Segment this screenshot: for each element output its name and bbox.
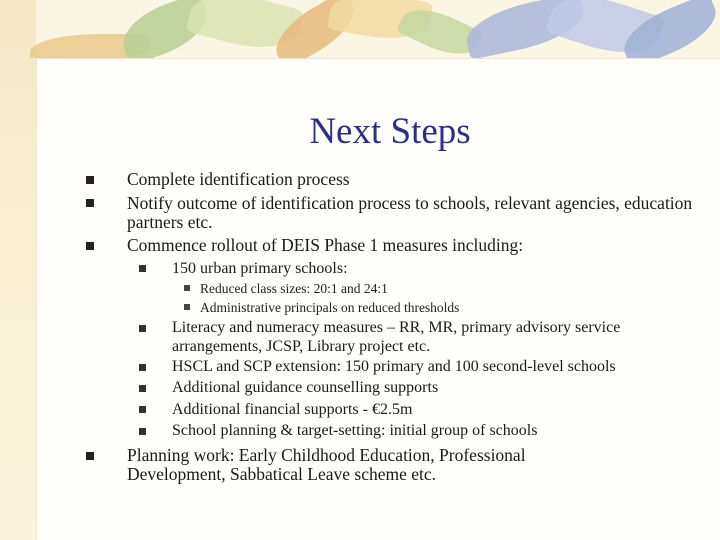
square-bullet-icon bbox=[139, 364, 146, 371]
square-bullet-icon bbox=[139, 428, 146, 435]
square-bullet-icon bbox=[139, 385, 146, 392]
square-bullet-icon bbox=[184, 285, 190, 291]
square-bullet-icon bbox=[86, 199, 94, 207]
sub-bullet-text: 150 urban primary schools: bbox=[172, 260, 348, 277]
sub-sub-bullet-text: Administrative principals on reduced thresholds bbox=[200, 300, 460, 315]
bullet-text: Commence rollout of DEIS Phase 1 measures including: bbox=[127, 235, 524, 255]
square-bullet-icon bbox=[139, 265, 146, 272]
sub-sub-bullet-text: Reduced class sizes: 20:1 and 24:1 bbox=[200, 281, 388, 296]
sub-bullet-text: Literacy and numeracy measures – RR, MR, primary advisory service arrangements, JCSP, Library project etc. bbox=[172, 319, 621, 355]
slide-title: Next Steps bbox=[309, 111, 471, 152]
sub-bullet-text: Additional financial supports - €2.5m bbox=[172, 401, 413, 418]
background-left-band bbox=[0, 0, 36, 540]
square-bullet-icon bbox=[86, 176, 94, 184]
sub-bullet-text: HSCL and SCP extension: 150 primary and 100 second-level schools bbox=[172, 358, 616, 375]
bullet-text: Complete identification process bbox=[127, 169, 350, 189]
square-bullet-icon bbox=[86, 452, 94, 460]
bullet-text: Planning work: Early Childhood Education, Professional Development, Sabbatical Leave scheme etc. bbox=[127, 445, 526, 484]
sub-bullet-text: School planning & target-setting: initial group of schools bbox=[172, 422, 538, 439]
leaf-banner-decoration bbox=[20, 0, 720, 58]
square-bullet-icon bbox=[184, 304, 190, 310]
sub-bullet-text: Additional guidance counselling supports bbox=[172, 379, 439, 396]
square-bullet-icon bbox=[86, 242, 94, 250]
square-bullet-icon bbox=[139, 406, 146, 413]
square-bullet-icon bbox=[139, 325, 146, 332]
bullet-text: Notify outcome of identification process to schools, relevant agencies, education partners etc. bbox=[127, 193, 693, 232]
